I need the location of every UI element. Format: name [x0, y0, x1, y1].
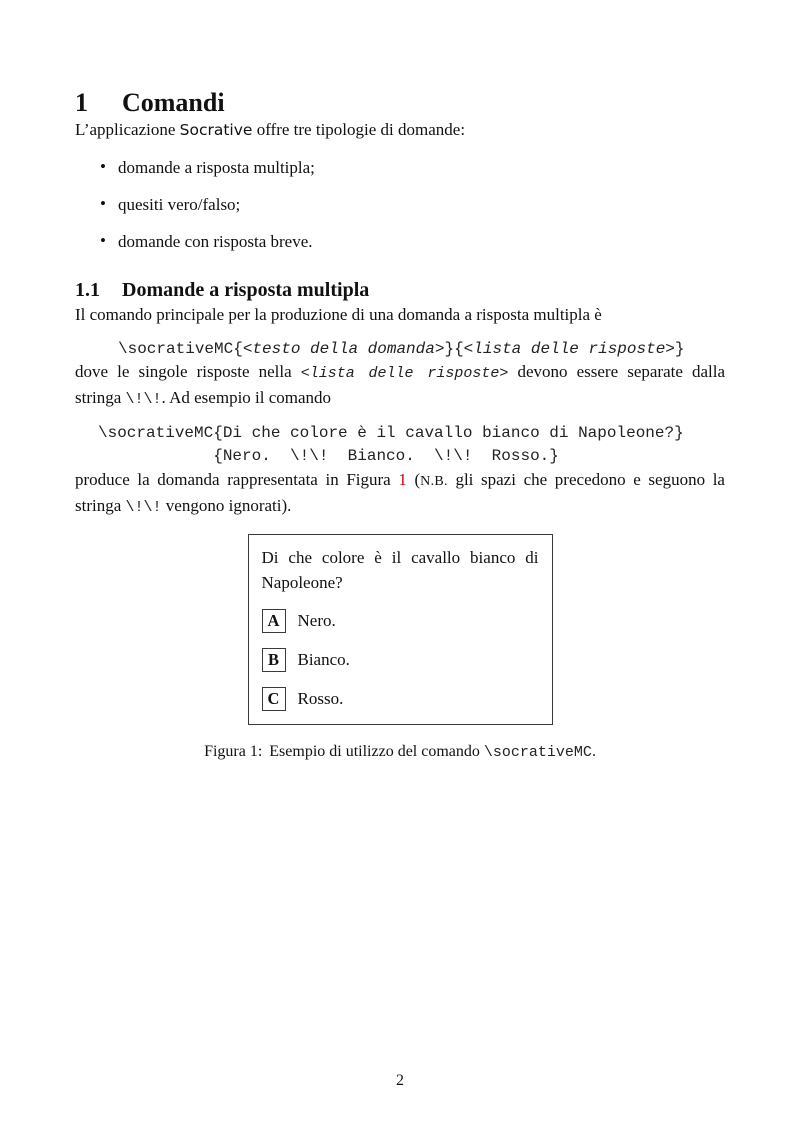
- code-socrativeMC-syntax: [75, 339, 725, 360]
- figure-options: [262, 608, 539, 712]
- code-arg-question: <testo della domanda>: [242, 340, 445, 358]
- option-row-c: [262, 686, 539, 712]
- code-example-block: [75, 422, 725, 468]
- code-brace-close: }: [674, 340, 685, 358]
- paragraph-command-intro: Il comando principale per la produzione di una domanda a risposta multipla è: [75, 305, 602, 324]
- section-number: 1: [75, 88, 88, 117]
- page-number: 2: [396, 1072, 404, 1089]
- caption-label: Figura 1:: [204, 743, 263, 760]
- intro-paragraph: [75, 118, 725, 142]
- option-row-a: [262, 608, 539, 634]
- question-line-2: Napoleone?: [261, 573, 343, 592]
- inline-code-separator: \!\!: [125, 391, 162, 408]
- subsection-title: Domande a risposta multipla: [122, 279, 370, 301]
- subsection-number: 1.1: [75, 279, 100, 301]
- code-arg-answers: <lista delle risposte>: [463, 340, 675, 358]
- paragraph-produces-figure: [75, 468, 725, 520]
- question-types-list: [75, 156, 725, 254]
- figure-caption: [75, 741, 725, 764]
- text-run: dove le singole risposte nella: [75, 362, 301, 381]
- section-title: Comandi: [122, 88, 225, 117]
- code-example-line-2: {Nero. \!\! Bianco. \!\! Rosso.}: [98, 447, 559, 465]
- list-item: • quesiti vero/falso;: [118, 193, 725, 217]
- option-letter-box: C: [262, 687, 286, 711]
- inline-code-separator: \!\!: [125, 499, 162, 516]
- figure-question: [262, 545, 539, 595]
- intro-text-1: L’applicazione: [75, 120, 180, 139]
- paragraph-line: [75, 360, 725, 386]
- list-item: • domande con risposta breve.: [118, 230, 725, 254]
- option-text: Rosso.: [297, 689, 344, 708]
- text-run: produce la domanda rappresentata in Figura: [75, 470, 399, 489]
- text-run: gli spazi che precedono e seguono la: [447, 470, 725, 489]
- code-command: \socrativeMC{: [118, 340, 243, 358]
- list-item: • domande a risposta multipla;: [118, 156, 725, 180]
- caption-text: Esempio di utilizzo del comando: [269, 743, 484, 760]
- option-letter-box: B: [262, 648, 286, 672]
- text-run: devono essere separate dalla: [508, 362, 725, 381]
- section-heading: [75, 88, 725, 118]
- option-text: Nero.: [297, 611, 336, 630]
- paragraph-line: [75, 494, 725, 520]
- code-example-line-1: \socrativeMC{Di che colore è il cavallo bianco di Napoleone?}: [98, 424, 684, 442]
- paragraph-line: [75, 468, 725, 494]
- nota-bene-text: N.B.: [420, 474, 448, 489]
- paragraph-line: [75, 386, 725, 412]
- text-run: stringa: [75, 496, 126, 515]
- page-content: [75, 0, 725, 764]
- question-line-1: Di che colore è il cavallo bianco di: [261, 548, 539, 567]
- paragraph-separator-rule: [75, 360, 725, 412]
- text-run: . Ad esempio il comando: [161, 388, 332, 407]
- code-braces: }{: [444, 340, 464, 358]
- text-run: vengono ignorati).: [161, 496, 292, 515]
- caption-code-socrativeMC: \socrativeMC: [483, 744, 592, 761]
- figure-1-link[interactable]: 1: [398, 470, 407, 489]
- subsection-heading: [75, 278, 725, 303]
- caption-period: .: [591, 743, 596, 760]
- app-name-socrative: Socrative: [179, 121, 253, 139]
- text-run: stringa: [75, 388, 126, 407]
- text-run: (: [406, 470, 421, 489]
- intro-text-2: offre tre tipologie di domande:: [252, 120, 466, 139]
- inline-code-lista: <lista delle risposte>: [300, 365, 509, 382]
- figure-question-box: [248, 534, 553, 725]
- option-text: Bianco.: [297, 650, 350, 669]
- option-row-b: [262, 647, 539, 673]
- option-letter-box: A: [262, 609, 286, 633]
